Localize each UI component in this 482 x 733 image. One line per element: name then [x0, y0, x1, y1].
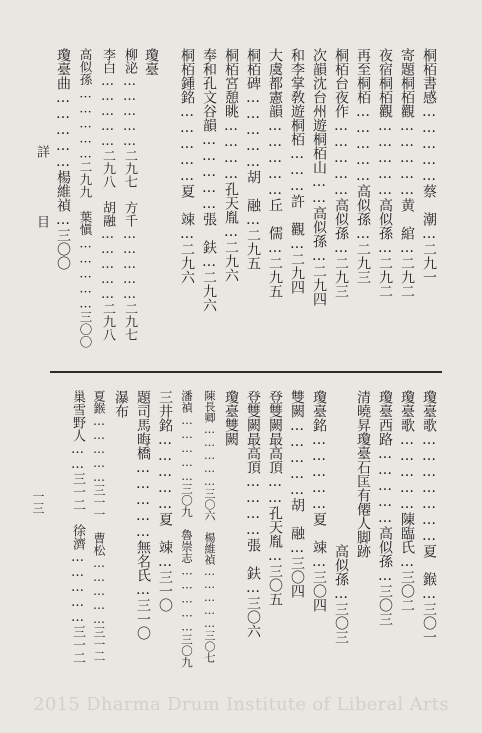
toc-entry-column: 夏鍭……………三一一 曹松……………三一二: [92, 390, 106, 662]
toc-entry-column: 桐栢碑……………胡 融…二九五: [245, 48, 261, 270]
toc-entry-column: 奉和孔文谷韻……………張 鈇…二九六: [201, 48, 217, 312]
toc-entry-column: 和李掌敎遊桐栢………許 觀…二九四: [289, 48, 305, 294]
toc-entry-column: 三井銘……………夏 竦…三一〇: [157, 390, 173, 612]
toc-entry-column: 寄題桐栢觀……………黄 綰…二九二: [399, 48, 415, 298]
toc-entry-column: 次韻沈台州遊桐栢山……高似孫…二九四: [311, 48, 327, 306]
toc-entry-column: 桐栢鍾銘……………夏 竦…二九六: [179, 48, 195, 284]
toc-entry-column: 瓊臺: [143, 48, 159, 76]
toc-entry-column: 潘禎……………三〇九 魯崇志……………三〇九: [180, 390, 194, 668]
section-divider: [50, 371, 442, 373]
toc-bottom-section: [52, 390, 440, 670]
toc-entry-column: 瓊臺雙闕: [223, 390, 239, 446]
toc-entry-column: 清曉昇瓊臺石匡有僊人脚跡: [355, 390, 371, 558]
toc-entry-column: 大虞都憲韻……………丘 儒…二九五: [267, 48, 283, 298]
toc-entry-column: 登雙闕最高頂……孔天胤…三〇五: [267, 390, 283, 606]
toc-top-section: [52, 48, 440, 348]
toc-entry-column: 柳泌……………二九七 方千……………二九七: [122, 48, 137, 341]
watermark: 2015 Dharma Drum Institute of Liberal Arts: [33, 694, 449, 715]
toc-entry-column: 瓊臺歌……………陳臨氏…三〇二: [399, 390, 415, 612]
toc-entry-column: 陳長卿……………三〇六 楊維禎……………三〇七: [203, 390, 216, 663]
toc-entry-column: 瀑布: [113, 390, 129, 418]
toc-entry-column: 瓊臺歌…………………夏 鍭…三〇一: [421, 390, 437, 644]
toc-entry-column: 李白……………二九八 胡融……………二九八: [100, 48, 115, 341]
toc-entry-column: 夜宿桐栢觀……………高似孫…二九二: [377, 48, 393, 298]
toc-entry-column: 登雙闕最高頂…………張 鈇…三〇六: [245, 390, 261, 638]
toc-entry-column: 再至桐栢……………高似孫…二九三: [355, 48, 371, 284]
toc-entry-column: 瓊臺曲……………楊維禎…三〇〇: [55, 48, 71, 270]
section-title: 詳 目: [34, 145, 49, 250]
toc-entry-column: 瓊臺銘……………夏 竦…三〇四: [311, 390, 327, 612]
page-number: 一三: [31, 490, 45, 514]
toc-entry-column: 桐栢書感……………蔡 潮…二九一: [421, 48, 437, 284]
toc-entry-column: 高似孫……………二九九 葉愼……………三〇〇: [78, 48, 93, 348]
toc-entry-column: 高似孫…三〇三: [333, 390, 349, 644]
toc-entry-column: 雙闕……………胡 融…三〇四: [289, 390, 305, 598]
toc-entry-column: 瓊臺西路……………高似孫…三〇三: [377, 390, 393, 626]
toc-entry-column: 桐栢台夜作……………高似孫…二九三: [333, 48, 349, 298]
toc-entry-column: 巢雪野人……三一二 徐濟……………三一二: [70, 390, 85, 664]
toc-entry-column: 題司馬晦橋……………無名氏…三一〇: [135, 390, 151, 640]
toc-entry-column: 桐栢宮憩眺…………孔天胤…二九六: [223, 48, 239, 282]
